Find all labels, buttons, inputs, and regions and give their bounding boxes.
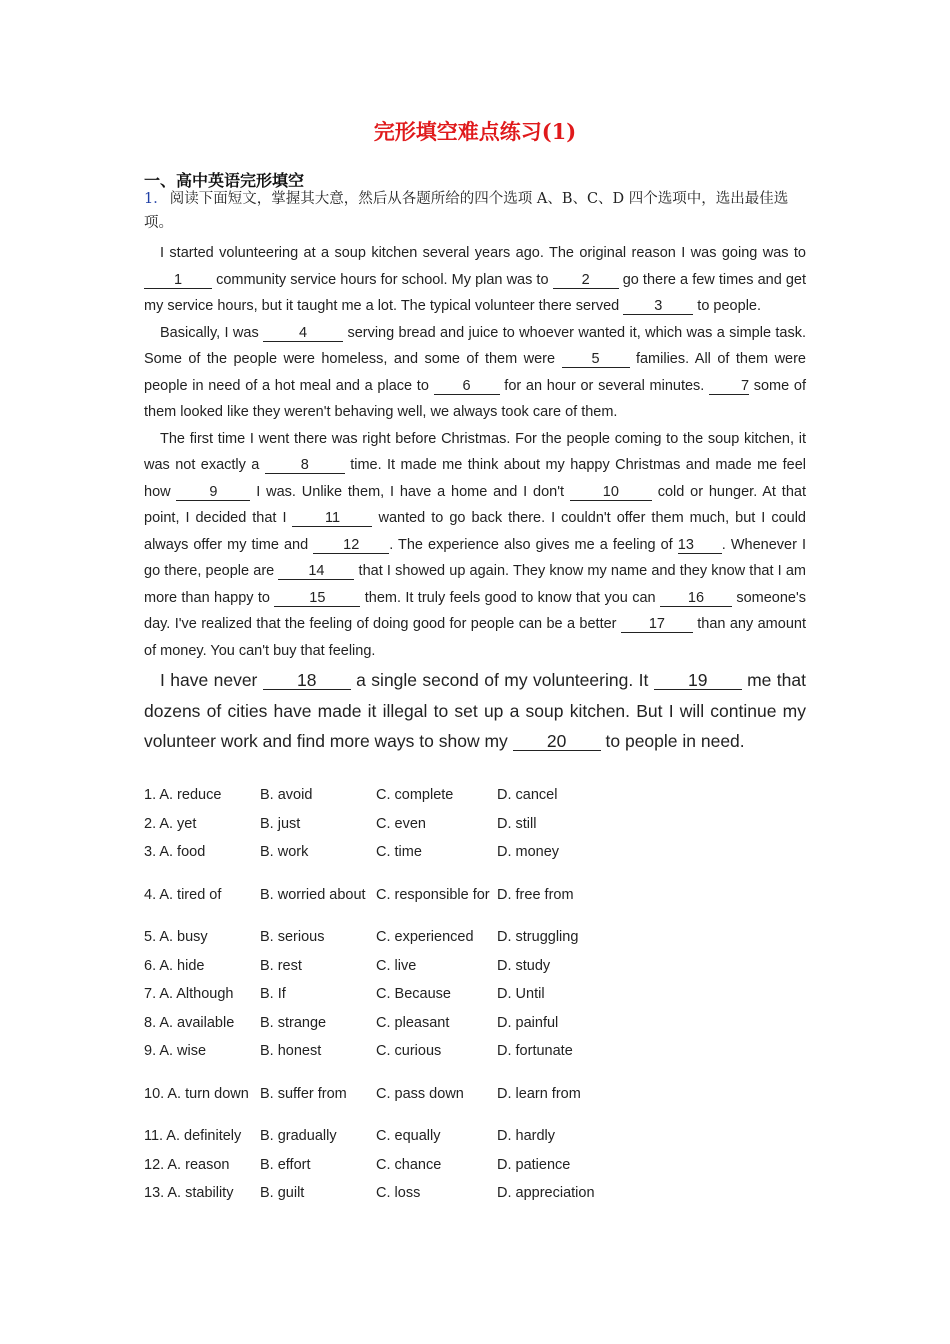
blank-19: 19 — [654, 671, 742, 690]
option-row — [144, 923, 627, 952]
option-a: 3. A. food — [144, 844, 206, 861]
option-row — [144, 1150, 627, 1179]
passage-text: some of them looked like they weren't behaving well, we always took care of them. — [144, 377, 806, 420]
passage-text: for an hour or several minutes. — [499, 377, 710, 394]
option-row — [144, 838, 627, 867]
passage-text: families. All of them were people in need of a hot meal and a place to — [144, 351, 806, 394]
option-c: C. responsible for — [376, 886, 490, 903]
option-a: 1. A. reduce — [144, 787, 222, 804]
passage-text: community service hours for school. My plan was to — [212, 271, 553, 288]
option-b: B. suffer from — [260, 1085, 347, 1102]
option-b: B. serious — [260, 929, 325, 946]
question-instruction — [144, 187, 806, 235]
option-row — [144, 1122, 627, 1151]
option-b: B. guilt — [260, 1185, 305, 1202]
option-a: 7. A. Although — [144, 986, 234, 1003]
option-d: D. hardly — [497, 1128, 556, 1145]
passage-text: . Whenever I go there, people are — [144, 536, 806, 579]
blank-17: 17 — [621, 617, 693, 633]
passage-text: me that dozens of cities have made it illegal to set up a soup kitchen. But I will continue my volunteer work and find more ways to show my — [144, 670, 806, 751]
option-row — [144, 781, 627, 810]
option-b: B. work — [260, 844, 309, 861]
options-table — [144, 781, 627, 1208]
option-row — [144, 980, 627, 1009]
option-row — [144, 1037, 627, 1066]
option-a: 12. A. reason — [144, 1156, 230, 1173]
option-c: C. live — [376, 957, 417, 974]
option-b: B. avoid — [260, 787, 313, 804]
question-number: 1． — [144, 191, 168, 207]
passage-text: serving bread and juice to whoever wanted it, which was a simple task. Some of the people were homeless, and some of them were — [144, 324, 806, 367]
blank-3: 3 — [623, 299, 693, 315]
passage-text: someone's day. I've realized that the feeling of doing good for people can be a better — [144, 589, 806, 632]
option-c: C. curious — [376, 1043, 442, 1060]
option-b: B. gradually — [260, 1128, 337, 1145]
passage-paragraph-2 — [144, 320, 806, 426]
option-a: 5. A. busy — [144, 929, 208, 946]
blank-15: 15 — [274, 591, 360, 607]
passage-text: I have never — [160, 670, 263, 690]
blank-16: 16 — [660, 591, 732, 607]
blank-20: 20 — [513, 732, 601, 751]
passage-paragraph-1 — [144, 240, 806, 320]
option-c: C. pleasant — [376, 1014, 450, 1031]
option-b: B. honest — [260, 1043, 322, 1060]
option-d: D. painful — [497, 1014, 559, 1031]
option-c: C. Because — [376, 986, 451, 1003]
passage-text: Basically, I was — [160, 324, 264, 341]
blank-1: 1 — [144, 273, 212, 289]
blank-18: 18 — [263, 671, 351, 690]
option-a: 11. A. definitely — [144, 1128, 242, 1145]
option-b: B. rest — [260, 957, 302, 974]
option-a: 8. A. available — [144, 1014, 235, 1031]
blank-4: 4 — [263, 326, 343, 342]
blank-8: 8 — [265, 458, 345, 474]
passage-text: I started volunteering at a soup kitchen several years ago. The original reason I was going was to — [160, 245, 806, 261]
blank-12: 12 — [313, 538, 389, 554]
blank-6: 6 — [434, 379, 500, 395]
option-d: D. still — [497, 815, 537, 832]
option-c: C. time — [376, 844, 422, 861]
option-a: 2. A. yet — [144, 815, 197, 832]
passage-text: to people. — [693, 298, 762, 314]
option-d: D. struggling — [497, 929, 579, 946]
option-d: D. learn from — [497, 1085, 581, 1102]
passage-text: than any amount of money. You can't buy that feeling. — [144, 616, 806, 659]
option-a: 6. A. hide — [144, 957, 205, 974]
option-row — [144, 810, 627, 839]
blank-7: 7 — [709, 379, 749, 395]
passage-paragraph-4 — [144, 665, 806, 757]
passage-text: I was. Unlike them, I have a home and I don't — [250, 483, 570, 500]
passage-text: time. It made me think about my happy Christmas and made me feel how — [144, 457, 806, 500]
passage-text: The first time I went there was right before Christmas. For the people coming to the soup kitchen, it was not exactly a — [144, 430, 806, 473]
option-c: C. chance — [376, 1156, 442, 1173]
option-c: C. loss — [376, 1185, 421, 1202]
passage-text: them. It truly feels good to know that you can — [360, 589, 660, 606]
option-a: 10. A. turn down — [144, 1085, 249, 1102]
passage-text: wanted to go back there. I couldn't offer them much, but I could always offer my time and — [144, 510, 806, 553]
option-d: D. free from — [497, 886, 574, 903]
blank-9: 9 — [176, 485, 250, 501]
passage-paragraph-3 — [144, 426, 806, 665]
option-b: B. strange — [260, 1014, 327, 1031]
option-row — [144, 867, 627, 923]
passage-text: . The experience also gives me a feeling of — [389, 536, 678, 553]
passage-text: to people in need. — [600, 731, 745, 751]
option-d: D. study — [497, 957, 551, 974]
blank-14: 14 — [278, 564, 354, 580]
page-title: 完形填空难点练习(1) — [373, 119, 577, 144]
option-c: C. equally — [376, 1128, 441, 1145]
section-heading: 一、高中英语完形填空 — [144, 171, 305, 190]
option-row — [144, 1179, 627, 1208]
option-c: C. pass down — [376, 1085, 464, 1102]
blank-13: 13 — [678, 538, 722, 554]
option-c: C. complete — [376, 787, 454, 804]
blank-11: 11 — [292, 511, 372, 527]
blank-10: 10 — [570, 485, 652, 501]
option-b: B. If — [260, 986, 286, 1003]
option-a: 9. A. wise — [144, 1043, 207, 1060]
option-row — [144, 1009, 627, 1038]
option-row — [144, 951, 627, 980]
option-d: D. appreciation — [497, 1185, 595, 1202]
option-a: 4. A. tired of — [144, 886, 222, 903]
passage-text: that I showed up again. They know my name and they know that I am more than happy to — [144, 563, 806, 606]
option-c: C. even — [376, 815, 426, 832]
passage-text: a single second of my volunteering. It — [350, 670, 654, 690]
blank-5: 5 — [562, 352, 630, 368]
passage — [144, 240, 806, 757]
option-d: D. patience — [497, 1156, 571, 1173]
option-a: 13. A. stability — [144, 1185, 234, 1202]
option-d: D. cancel — [497, 787, 558, 804]
option-d: D. fortunate — [497, 1043, 573, 1060]
option-d: D. money — [497, 844, 560, 861]
passage-text: cold or hunger. At that point, I decided that I — [144, 483, 806, 526]
option-b: B. just — [260, 815, 301, 832]
option-c: C. experienced — [376, 929, 474, 946]
blank-2: 2 — [553, 273, 619, 289]
instruction-text: 阅读下面短文，掌握其大意，然后从各题所给的四个选项 A、B、C、D 四个选项中，选出最佳选项。 — [144, 191, 789, 231]
option-d: D. Until — [497, 986, 545, 1003]
passage-text: go there a few times and get my service hours, but it taught me a lot. The typical volunteer there served — [144, 271, 807, 314]
option-b: B. worried about — [260, 886, 366, 903]
option-row — [144, 1066, 627, 1122]
option-b: B. effort — [260, 1156, 311, 1173]
